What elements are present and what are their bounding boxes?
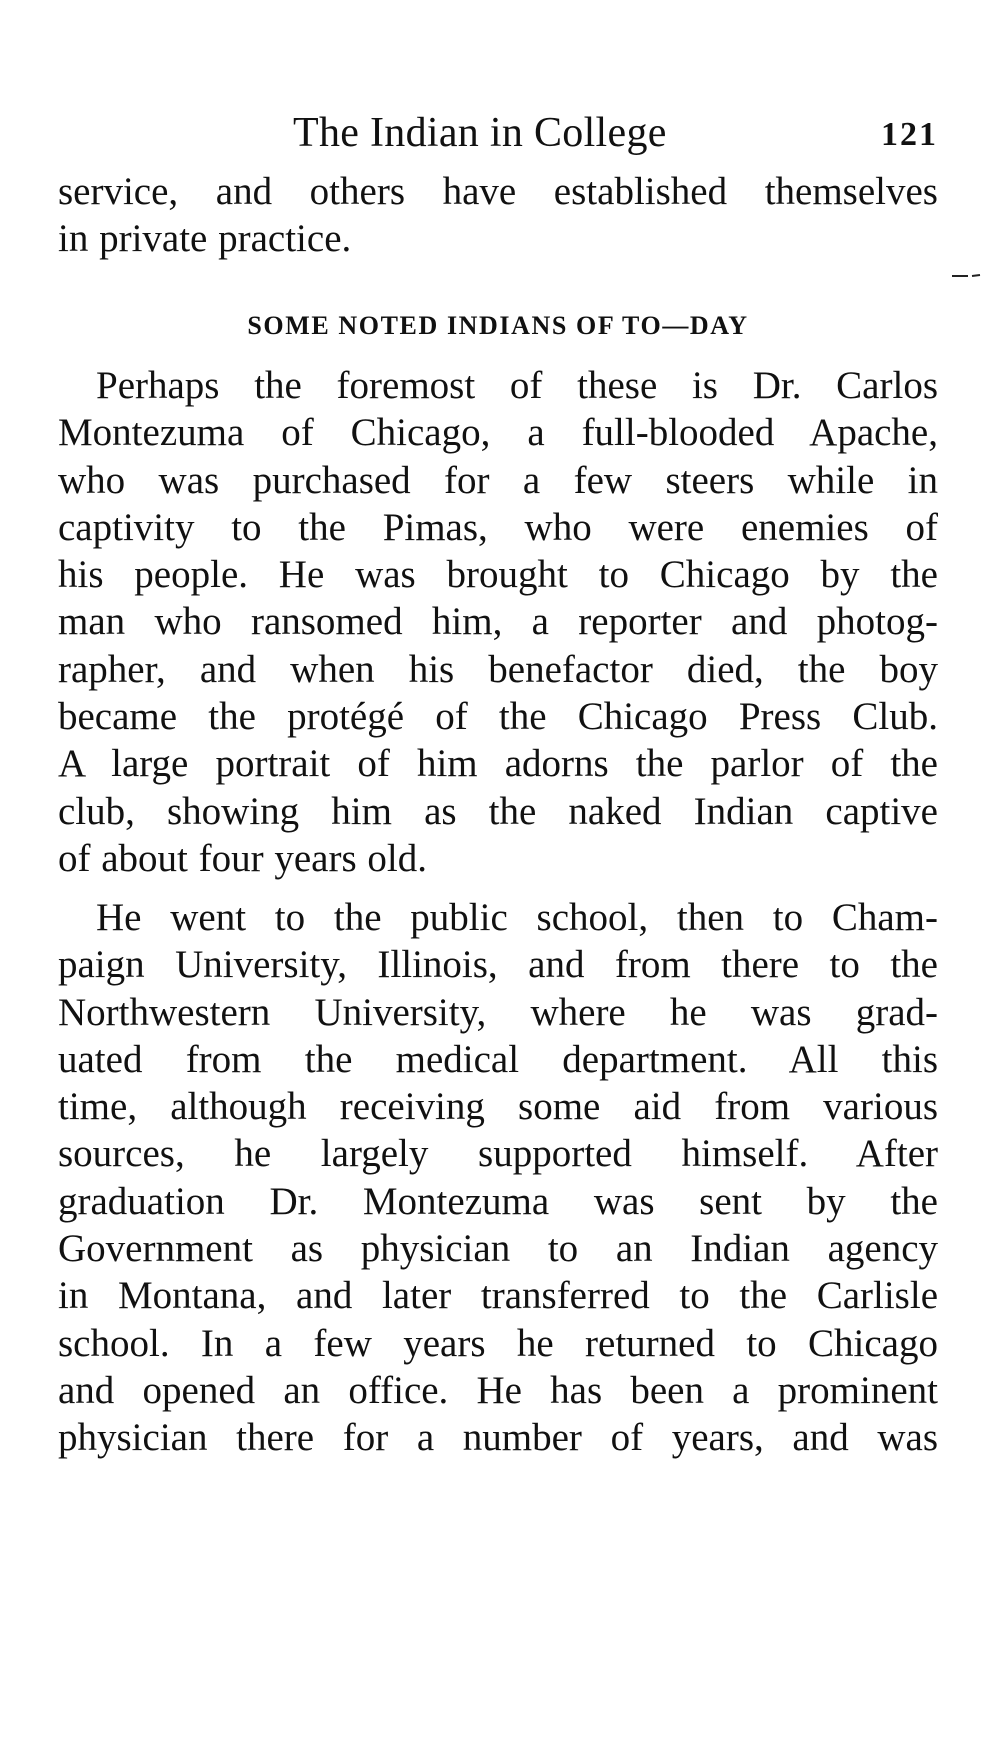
- continuation-paragraph: [58, 168, 938, 263]
- text-line: Northwestern University, where he was grad-: [58, 990, 938, 1034]
- text-line: time, although receiving some aid from various: [58, 1085, 938, 1129]
- text-line: of about four years old.: [58, 836, 427, 880]
- text-line: Perhaps the foremost of these is Dr. Carlos: [96, 364, 938, 407]
- running-head: [60, 108, 938, 158]
- text-line: captivity to the Pimas, who were enemies of: [58, 505, 938, 549]
- running-title: The Indian in College: [293, 110, 667, 156]
- text-line: Montezuma of Chicago, a full-blooded Apache,: [58, 411, 938, 455]
- text-line: paign University, Illinois, and from there to the: [58, 943, 938, 987]
- text-line: his people. He was brought to Chicago by the: [58, 553, 938, 597]
- text-line: rapher, and when his benefactor died, the boy: [58, 647, 938, 691]
- text-line: service, and others have established themselves: [58, 170, 938, 213]
- text-line: Government as physician to an Indian agency: [58, 1227, 938, 1271]
- text-line: who was purchased for a few steers while in: [58, 458, 938, 502]
- text-line: sources, he largely supported himself. After: [58, 1132, 938, 1176]
- text-line: became the protégé of the Chicago Press Club.: [58, 695, 938, 739]
- text-line: in Montana, and later transferred to the Carlisle: [58, 1274, 938, 1318]
- page-number: 121: [881, 116, 938, 153]
- margin-mark-icon: [952, 274, 982, 278]
- text-line: club, showing him as the naked Indian captive: [58, 789, 938, 833]
- text-line: He went to the public school, then to Cham-: [96, 896, 938, 939]
- paragraph-montezuma-education: [58, 894, 938, 1462]
- text-line: physician there for a number of years, and was: [58, 1416, 938, 1460]
- text-line: man who ransomed him, a reporter and photog-: [58, 600, 938, 644]
- section-heading: SOME NOTED INDIANS OF TO—DAY: [247, 311, 749, 340]
- text-line: school. In a few years he returned to Chicago: [58, 1321, 938, 1365]
- text-line: uated from the medical department. All this: [58, 1037, 938, 1081]
- text-line: graduation Dr. Montezuma was sent by the: [58, 1179, 938, 1223]
- text-line: in private practice.: [58, 217, 352, 261]
- paragraph-montezuma-intro: [58, 362, 938, 882]
- text-line: and opened an office. He has been a prominent: [58, 1368, 938, 1412]
- text-line: A large portrait of him adorns the parlor of the: [58, 742, 938, 786]
